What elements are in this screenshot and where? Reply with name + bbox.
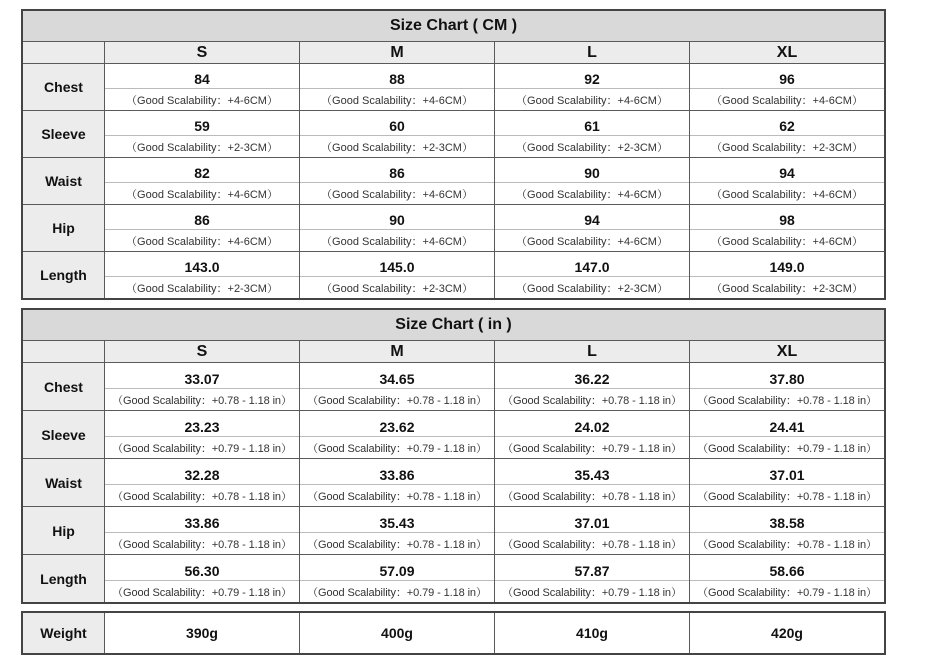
waist-note-row xyxy=(23,183,885,205)
hip-scalability-note-l: （Good Scalability：+0.78 - 1.18 in） xyxy=(495,533,690,555)
chest-value-l: 36.22 xyxy=(495,363,690,389)
length-scalability-note-m: （Good Scalability：+0.79 - 1.18 in） xyxy=(300,581,495,603)
size-header-m: M xyxy=(300,42,495,64)
waist-value-xl: 37.01 xyxy=(690,459,885,485)
sleeve-value-l: 61 xyxy=(495,111,690,136)
length-scalability-note-s: （Good Scalability：+2-3CM） xyxy=(105,277,300,299)
hip-note-row xyxy=(23,533,885,555)
hip-row-label: Hip xyxy=(23,507,105,555)
chest-scalability-note-l: （Good Scalability：+4-6CM） xyxy=(495,89,690,111)
chest-scalability-note-xl: （Good Scalability：+4-6CM） xyxy=(690,89,885,111)
hip-value-l: 37.01 xyxy=(495,507,690,533)
chest-value-s: 84 xyxy=(105,64,300,89)
sleeve-scalability-note-xl: （Good Scalability：+2-3CM） xyxy=(690,136,885,158)
sleeve-scalability-note-s: （Good Scalability：+2-3CM） xyxy=(105,136,300,158)
hip-value-s: 33.86 xyxy=(105,507,300,533)
waist-value-s: 82 xyxy=(105,158,300,183)
chest-value-m: 88 xyxy=(300,64,495,89)
length-note-row xyxy=(23,277,885,299)
chest-scalability-note-s: （Good Scalability：+4-6CM） xyxy=(105,89,300,111)
sleeve-value-s: 23.23 xyxy=(105,411,300,437)
chest-row-label: Chest xyxy=(23,64,105,111)
chest-scalability-note-m: （Good Scalability：+4-6CM） xyxy=(300,89,495,111)
length-scalability-note-xl: （Good Scalability：+2-3CM） xyxy=(690,277,885,299)
sleeve-value-m: 23.62 xyxy=(300,411,495,437)
sleeve-row-label: Sleeve xyxy=(23,111,105,158)
length-value-s: 143.0 xyxy=(105,252,300,277)
corner-cell xyxy=(23,42,105,64)
waist-scalability-note-s: （Good Scalability：+0.78 - 1.18 in） xyxy=(105,485,300,507)
hip-scalability-note-s: （Good Scalability：+4-6CM） xyxy=(105,230,300,252)
size-header-xl: XL xyxy=(690,42,885,64)
chest-note-row xyxy=(23,89,885,111)
waist-value-m: 33.86 xyxy=(300,459,495,485)
sleeve-value-xl: 62 xyxy=(690,111,885,136)
sleeve-value-row xyxy=(23,411,885,437)
sleeve-scalability-note-s: （Good Scalability：+0.79 - 1.18 in） xyxy=(105,437,300,459)
length-value-m: 145.0 xyxy=(300,252,495,277)
cm-table-title: Size Chart ( CM ) xyxy=(23,11,885,42)
size-header-l: L xyxy=(495,42,690,64)
length-value-l: 147.0 xyxy=(495,252,690,277)
sleeve-note-row xyxy=(23,136,885,158)
hip-value-l: 94 xyxy=(495,205,690,230)
chest-value-xl: 96 xyxy=(690,64,885,89)
hip-scalability-note-m: （Good Scalability：+4-6CM） xyxy=(300,230,495,252)
sleeve-value-s: 59 xyxy=(105,111,300,136)
waist-scalability-note-m: （Good Scalability：+4-6CM） xyxy=(300,183,495,205)
waist-value-m: 86 xyxy=(300,158,495,183)
waist-scalability-note-m: （Good Scalability：+0.78 - 1.18 in） xyxy=(300,485,495,507)
hip-scalability-note-l: （Good Scalability：+4-6CM） xyxy=(495,230,690,252)
sleeve-value-xl: 24.41 xyxy=(690,411,885,437)
waist-scalability-note-xl: （Good Scalability：+0.78 - 1.18 in） xyxy=(690,485,885,507)
size-header-s: S xyxy=(105,341,300,363)
sleeve-scalability-note-l: （Good Scalability：+0.79 - 1.18 in） xyxy=(495,437,690,459)
sleeve-value-row xyxy=(23,111,885,136)
length-scalability-note-s: （Good Scalability：+0.79 - 1.18 in） xyxy=(105,581,300,603)
length-row-label: Length xyxy=(23,555,105,603)
chest-scalability-note-m: （Good Scalability：+0.78 - 1.18 in） xyxy=(300,389,495,411)
weight-value-m: 400g xyxy=(300,613,495,654)
waist-scalability-note-l: （Good Scalability：+4-6CM） xyxy=(495,183,690,205)
size-header-l: L xyxy=(495,341,690,363)
corner-cell xyxy=(23,341,105,363)
hip-scalability-note-m: （Good Scalability：+0.78 - 1.18 in） xyxy=(300,533,495,555)
weight-value-s: 390g xyxy=(105,613,300,654)
hip-value-m: 90 xyxy=(300,205,495,230)
length-value-m: 57.09 xyxy=(300,555,495,581)
size-chart-inch-table xyxy=(22,309,885,603)
waist-value-l: 90 xyxy=(495,158,690,183)
weight-value-l: 410g xyxy=(495,613,690,654)
waist-note-row xyxy=(23,485,885,507)
chest-note-row xyxy=(23,389,885,411)
weight-value-xl: 420g xyxy=(690,613,885,654)
waist-scalability-note-xl: （Good Scalability：+4-6CM） xyxy=(690,183,885,205)
length-value-row xyxy=(23,252,885,277)
length-scalability-note-m: （Good Scalability：+2-3CM） xyxy=(300,277,495,299)
weight-table xyxy=(22,612,885,654)
size-header-m: M xyxy=(300,341,495,363)
chest-scalability-note-s: （Good Scalability：+0.78 - 1.18 in） xyxy=(105,389,300,411)
chest-value-row xyxy=(23,363,885,389)
length-value-xl: 58.66 xyxy=(690,555,885,581)
length-value-xl: 149.0 xyxy=(690,252,885,277)
hip-scalability-note-xl: （Good Scalability：+4-6CM） xyxy=(690,230,885,252)
inch-table-title: Size Chart ( in ) xyxy=(23,310,885,341)
weight-label: Weight xyxy=(23,613,105,654)
waist-value-row xyxy=(23,158,885,183)
waist-row-label: Waist xyxy=(23,158,105,205)
size-header-xl: XL xyxy=(690,341,885,363)
length-value-l: 57.87 xyxy=(495,555,690,581)
waist-value-row xyxy=(23,459,885,485)
sleeve-scalability-note-m: （Good Scalability：+0.79 - 1.18 in） xyxy=(300,437,495,459)
hip-value-row xyxy=(23,205,885,230)
length-row-label: Length xyxy=(23,252,105,299)
waist-scalability-note-l: （Good Scalability：+0.78 - 1.18 in） xyxy=(495,485,690,507)
chest-row-label: Chest xyxy=(23,363,105,411)
chest-scalability-note-xl: （Good Scalability：+0.78 - 1.18 in） xyxy=(690,389,885,411)
hip-value-row xyxy=(23,507,885,533)
sleeve-row-label: Sleeve xyxy=(23,411,105,459)
hip-scalability-note-s: （Good Scalability：+0.78 - 1.18 in） xyxy=(105,533,300,555)
waist-row-label: Waist xyxy=(23,459,105,507)
sleeve-scalability-note-m: （Good Scalability：+2-3CM） xyxy=(300,136,495,158)
sleeve-note-row xyxy=(23,437,885,459)
sleeve-value-m: 60 xyxy=(300,111,495,136)
chest-scalability-note-l: （Good Scalability：+0.78 - 1.18 in） xyxy=(495,389,690,411)
chest-value-row xyxy=(23,64,885,89)
chest-value-l: 92 xyxy=(495,64,690,89)
sleeve-scalability-note-l: （Good Scalability：+2-3CM） xyxy=(495,136,690,158)
hip-value-s: 86 xyxy=(105,205,300,230)
hip-value-xl: 98 xyxy=(690,205,885,230)
size-chart-cm-table xyxy=(22,10,885,299)
hip-row-label: Hip xyxy=(23,205,105,252)
sleeve-value-l: 24.02 xyxy=(495,411,690,437)
length-scalability-note-l: （Good Scalability：+2-3CM） xyxy=(495,277,690,299)
waist-value-xl: 94 xyxy=(690,158,885,183)
length-value-row xyxy=(23,555,885,581)
chest-value-m: 34.65 xyxy=(300,363,495,389)
waist-scalability-note-s: （Good Scalability：+4-6CM） xyxy=(105,183,300,205)
sleeve-scalability-note-xl: （Good Scalability：+0.79 - 1.18 in） xyxy=(690,437,885,459)
waist-value-l: 35.43 xyxy=(495,459,690,485)
size-header-s: S xyxy=(105,42,300,64)
hip-note-row xyxy=(23,230,885,252)
hip-value-xl: 38.58 xyxy=(690,507,885,533)
length-note-row xyxy=(23,581,885,603)
waist-value-s: 32.28 xyxy=(105,459,300,485)
chest-value-xl: 37.80 xyxy=(690,363,885,389)
hip-scalability-note-xl: （Good Scalability：+0.78 - 1.18 in） xyxy=(690,533,885,555)
length-scalability-note-xl: （Good Scalability：+0.79 - 1.18 in） xyxy=(690,581,885,603)
length-scalability-note-l: （Good Scalability：+0.79 - 1.18 in） xyxy=(495,581,690,603)
hip-value-m: 35.43 xyxy=(300,507,495,533)
length-value-s: 56.30 xyxy=(105,555,300,581)
chest-value-s: 33.07 xyxy=(105,363,300,389)
